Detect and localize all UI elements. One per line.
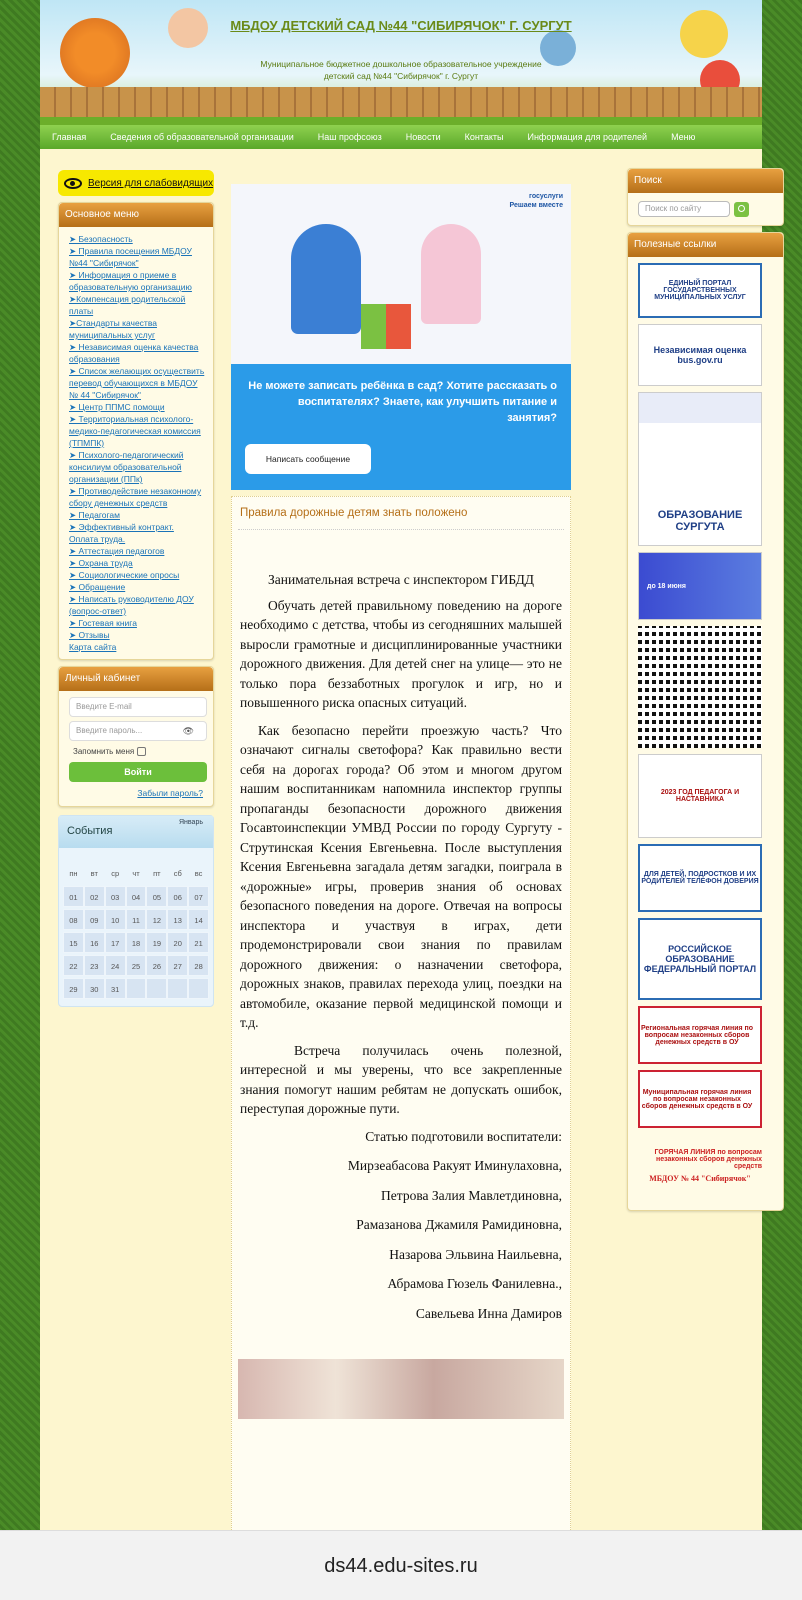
login-form <box>59 691 213 806</box>
calendar-day[interactable]: 04 <box>126 886 147 907</box>
calendar-day[interactable]: 02 <box>84 886 105 907</box>
main-menu-item[interactable]: ➤ Аттестация педагогов <box>69 546 165 556</box>
link-gosuslugi[interactable]: ЕДИНЫЙ ПОРТАЛ ГОСУДАРСТВЕННЫХ МУНИЦИПАЛЬНЫХ УСЛУГ <box>638 263 762 318</box>
eye-icon <box>64 178 82 189</box>
remember-me[interactable] <box>73 747 207 756</box>
calendar-day[interactable]: 25 <box>126 955 147 976</box>
main-menu-item[interactable]: ➤ Написать руководителю ДОУ (вопрос-ответ) <box>69 594 194 616</box>
banner-bottom <box>231 364 571 490</box>
main-menu-item[interactable]: ➤Стандарты качества муниципальных услуг <box>69 318 157 340</box>
login-panel <box>58 666 214 807</box>
calendar-week <box>63 908 209 931</box>
calendar-day[interactable]: 08 <box>63 909 84 930</box>
hotline-org-label: МБДОУ № 44 "Сибирячок" <box>649 1174 751 1183</box>
calendar-day[interactable]: 15 <box>63 932 84 953</box>
grass-decoration <box>40 117 762 125</box>
write-message-button[interactable]: Написать сообщение <box>245 444 371 474</box>
site-title[interactable]: МБДОУ ДЕТСКИЙ САД №44 "СИБИРЯЧОК" Г. СУРГУТ <box>230 18 572 33</box>
calendar-week <box>63 885 209 908</box>
link-trust-phone[interactable]: ДЛЯ ДЕТЕЙ, ПОДРОСТКОВ И ИХ РОДИТЕЛЕЙ ТЕЛЕФОН ДОВЕРИЯ <box>638 844 762 912</box>
main-menu-item[interactable]: ➤ Эффективный контракт. Оплата труда. <box>69 522 174 544</box>
nav-item-contacts[interactable]: Контакты <box>464 132 504 142</box>
calendar-month[interactable]: Январь <box>179 819 203 826</box>
calendar-day[interactable] <box>167 978 188 999</box>
useful-links-panel <box>627 232 784 1211</box>
calendar-day[interactable]: 12 <box>146 909 167 930</box>
site-subtitle-line: детский сад №44 "Сибирячок" г. Сургут <box>323 71 479 81</box>
calendar-day[interactable] <box>188 978 209 999</box>
main-menu-item[interactable]: ➤ Психолого-педагогический консилиум образовательной организации (ППк) <box>69 450 184 484</box>
password-placeholder: Введите пароль... <box>76 726 143 735</box>
nav-item-home[interactable]: Главная <box>52 132 87 142</box>
child-figure-boy <box>291 224 361 334</box>
site-header <box>40 0 762 125</box>
link-russian-education[interactable]: РОССИЙСКОЕ ОБРАЗОВАНИЕ ФЕДЕРАЛЬНЫЙ ПОРТАЛ <box>638 918 762 1000</box>
search-row <box>628 193 783 225</box>
article-paragraph: Встреча получилась очень полезной, интересной и мы уверены, что все закрепленные знания помогут нашим ребятам не допускать ошибок, переступая дорожные пути. <box>240 1042 562 1116</box>
main-menu-item[interactable]: ➤ Социологические опросы <box>69 570 180 580</box>
email-field[interactable]: Введите E-mail <box>69 697 207 717</box>
link-survey-banner[interactable]: до 18 июня <box>638 552 762 620</box>
calendar-day[interactable]: 24 <box>105 955 126 976</box>
calendar-day[interactable]: 31 <box>105 978 126 999</box>
article <box>231 496 571 1566</box>
show-password-icon[interactable]: 👁 <box>182 726 194 736</box>
link-bus-gov[interactable]: Независимая оценка bus.gov.ru <box>638 324 762 386</box>
hotline-label: ГОРЯЧАЯ ЛИНИЯ по вопросам незаконных сборов денежных средств <box>654 1149 762 1170</box>
calendar-weekday: чт <box>132 869 140 878</box>
main-menu-item[interactable]: ➤ Охрана труда <box>69 558 133 568</box>
main-menu-item[interactable]: ➤Компенсация родительской платы <box>69 294 186 316</box>
calendar-week <box>63 931 209 954</box>
useful-links-list <box>628 257 783 1210</box>
calendar-weekday: вт <box>90 869 98 878</box>
gosuslugi-logo-line: госуслуги <box>529 193 563 200</box>
login-button[interactable]: Войти <box>69 762 207 782</box>
search-title: Поиск <box>628 169 783 193</box>
main-menu-item[interactable]: ➤ Информация о приеме в образовательную организацию <box>69 270 192 292</box>
main-menu-item[interactable]: Карта сайта <box>69 642 117 652</box>
calendar-day[interactable]: 14 <box>188 909 209 930</box>
link-education-surgut[interactable] <box>638 392 762 546</box>
article-author: Назарова Эльвина Наильевна, <box>389 1246 562 1262</box>
article-authors-intro: Статью подготовили воспитатели: <box>365 1128 562 1144</box>
article-title[interactable]: Правила дорожные детям знать положено <box>238 503 564 530</box>
main-menu-item[interactable]: ➤ Список желающих осуществить перевод обучающихся в МБДОУ № 44 "Сибирячок" <box>69 366 205 400</box>
password-field[interactable] <box>69 721 207 741</box>
article-author: Абрамова Гюзель Фанилевна., <box>387 1276 562 1291</box>
useful-links-title: Полезные ссылки <box>628 233 783 257</box>
calendar-weekday: сб <box>173 869 182 878</box>
calendar-day[interactable]: 13 <box>167 909 188 930</box>
calendar-day[interactable]: 03 <box>105 886 126 907</box>
gosuslugi-logo-line: Решаем вместе <box>509 202 563 209</box>
site-subtitle-line: Муниципальное бюджетное дошкольное образовательное учреждение <box>260 59 542 69</box>
calendar-day[interactable]: 20 <box>167 932 188 953</box>
calendar-day[interactable]: 29 <box>63 978 84 999</box>
remember-me-checkbox[interactable] <box>137 747 146 756</box>
main-menu-item[interactable]: ➤ Территориальная психолого-медико-педагогическая комиссия (ТПМПК) <box>69 414 201 448</box>
calendar-day[interactable] <box>126 978 147 999</box>
banner-text: Не можете записать ребёнка в сад? Хотите рассказать о воспитателях? Знаете, как улучшить питание и занятия? <box>248 380 557 424</box>
left-sidebar <box>58 170 214 1007</box>
child-figure-girl <box>421 224 481 324</box>
toy-blocks <box>361 304 411 349</box>
main-menu-item[interactable]: ➤ Независимая оценка качества образования <box>69 342 199 364</box>
gosuslugi-banner[interactable] <box>231 184 571 490</box>
calendar-day[interactable]: 01 <box>63 886 84 907</box>
calendar-day[interactable]: 11 <box>126 909 147 930</box>
article-paragraph: Обучать детей правильному поведению на дороге необходимо с детства, чтобы из сегодняшних малышей выросли грамотные и дисциплинированные участники дорожного движения. Для детей снег на улице— это не только пора беззаботных прогулок и игр, но и повышенного риска опасных ситуаций. <box>240 597 562 710</box>
calendar-day[interactable]: 06 <box>167 886 188 907</box>
calendar-day[interactable]: 27 <box>167 955 188 976</box>
main-menu-item[interactable]: ➤ Отзывы <box>69 630 110 640</box>
education-surgut-label: ОБРАЗОВАНИЕ СУРГУТА <box>657 509 743 533</box>
calendar-day[interactable]: 16 <box>84 932 105 953</box>
nav-item-parents[interactable]: Информация для родителей <box>527 132 648 142</box>
calendar-grid <box>59 848 213 1006</box>
events-header <box>59 816 213 848</box>
main-navigation <box>40 125 762 149</box>
qr-code[interactable] <box>638 626 762 748</box>
calendar-day[interactable] <box>146 978 167 999</box>
calendar-day[interactable]: 21 <box>188 932 209 953</box>
calendar-day[interactable]: 23 <box>84 955 105 976</box>
calendar-week <box>63 954 209 977</box>
banner-illustration <box>231 184 571 364</box>
main-menu-item[interactable]: ➤ Противодействие незаконному сбору денежных средств <box>69 486 202 508</box>
main-menu-panel <box>58 202 214 660</box>
link-teacher-year[interactable]: 2023 ГОД ПЕДАГОГА И НАСТАВНИКА <box>638 754 762 838</box>
calendar-weekday: пн <box>69 869 78 878</box>
article-author: Петрова Залия Мавлетдиновна, <box>381 1187 562 1203</box>
article-paragraph: Как безопасно перейти проезжую часть? Что означают сигналы светофора? Как правильно вести себя на дорогах города? Об этом и многом другом нашим воспитанникам напомнила инспектор группы пропаганды безопасности дорожного движения Госавтоинспекции УМВД России по городу Сургуту - Струтинская Ксения Евгеньевна. После выступления Ксения Евгеньевна загадала детям загадки, поиграла в «дорожные» игры, проверив знания об основах безопасного поведения на дороге. Отвечая на вопросы инспектора и участвуя в играх, дети продемонстрировали свои знания по правилам дорожного движения: о назначении светофора, дорожных знаков, правилах перехода улиц, поездки на автомобиле, оказание первой медицинской помощи и т.д. <box>240 722 562 1030</box>
accessibility-label: Версия для слабовидящих <box>88 177 214 189</box>
nav-item-org-info[interactable]: Сведения об образовательной организации <box>110 132 294 142</box>
main-menu-item[interactable]: ➤ Правила посещения МБДОУ №44 "Сибирячок" <box>69 246 192 268</box>
calendar-week <box>63 977 209 1000</box>
main-menu-item[interactable]: ➤ Обращение <box>69 582 126 592</box>
calendar-day[interactable]: 09 <box>84 909 105 930</box>
calendar-day[interactable]: 28 <box>188 955 209 976</box>
nav-item-news[interactable]: Новости <box>405 132 441 142</box>
calendar-weekday: пт <box>153 869 161 878</box>
calendar-day[interactable]: 17 <box>105 932 126 953</box>
article-photo[interactable] <box>238 1359 564 1419</box>
link-municipal-hotline[interactable]: Муниципальная горячая линия по вопросам незаконных сборов денежных средств в ОУ <box>638 1070 762 1128</box>
calendar-weekday: вс <box>194 869 203 878</box>
right-sidebar <box>627 168 784 1211</box>
events-title: События <box>67 825 113 837</box>
login-title: Личный кабинет <box>59 667 213 691</box>
calendar-day[interactable]: 18 <box>126 932 147 953</box>
calendar-day[interactable]: 22 <box>63 955 84 976</box>
search-input[interactable]: Поиск по сайту <box>638 201 730 217</box>
calendar-day[interactable]: 26 <box>146 955 167 976</box>
calendar-weekday: ср <box>111 869 120 878</box>
article-authors <box>240 1156 562 1323</box>
main-content <box>231 184 571 1566</box>
remember-me-label: Запомнить меня <box>73 747 135 756</box>
calendar-weekdays <box>63 862 209 885</box>
calendar-day[interactable]: 30 <box>84 978 105 999</box>
main-menu-item[interactable]: ➤ Безопасность <box>69 234 133 244</box>
article-author: Рамазанова Джамиля Рамидиновна, <box>356 1217 562 1232</box>
main-menu-title: Основное меню <box>59 203 213 227</box>
article-author: Савельева Инна Дамиров <box>415 1305 562 1321</box>
search-icon[interactable] <box>734 202 749 217</box>
calendar-day[interactable]: 10 <box>105 909 126 930</box>
gosuslugi-logo <box>510 192 563 210</box>
site-subtitle <box>215 58 587 82</box>
search-panel <box>627 168 784 226</box>
link-hotline-sibiryachok[interactable] <box>638 1134 762 1198</box>
main-menu-item[interactable]: ➤ Педагогам <box>69 510 120 520</box>
article-heading: Занимательная встреча с инспектором ГИБДД <box>267 572 535 587</box>
article-author: Мирзеабасова Ракуят Иминулаховна, <box>347 1158 562 1173</box>
page-container <box>40 0 762 1540</box>
link-regional-hotline[interactable]: Региональная горячая линия по вопросам незаконных сборов денежных средств в ОУ <box>638 1006 762 1064</box>
main-menu-item[interactable]: ➤ Центр ППМС помощи <box>69 402 165 412</box>
article-body <box>238 570 564 1323</box>
forgot-password-link[interactable]: Забыли пароль? <box>137 788 203 798</box>
browser-url-bar[interactable]: ds44.edu-sites.ru <box>0 1530 802 1600</box>
nav-item-union[interactable]: Наш профсоюз <box>317 132 382 142</box>
calendar-day[interactable]: 07 <box>188 886 209 907</box>
accessibility-button[interactable] <box>58 170 214 196</box>
events-calendar <box>58 815 214 1007</box>
main-menu-list <box>59 227 213 659</box>
nav-item-menu[interactable]: Меню <box>671 132 696 142</box>
calendar-day[interactable]: 19 <box>146 932 167 953</box>
main-menu-item[interactable]: ➤ Гостевая книга <box>69 618 137 628</box>
calendar-day[interactable]: 05 <box>146 886 167 907</box>
